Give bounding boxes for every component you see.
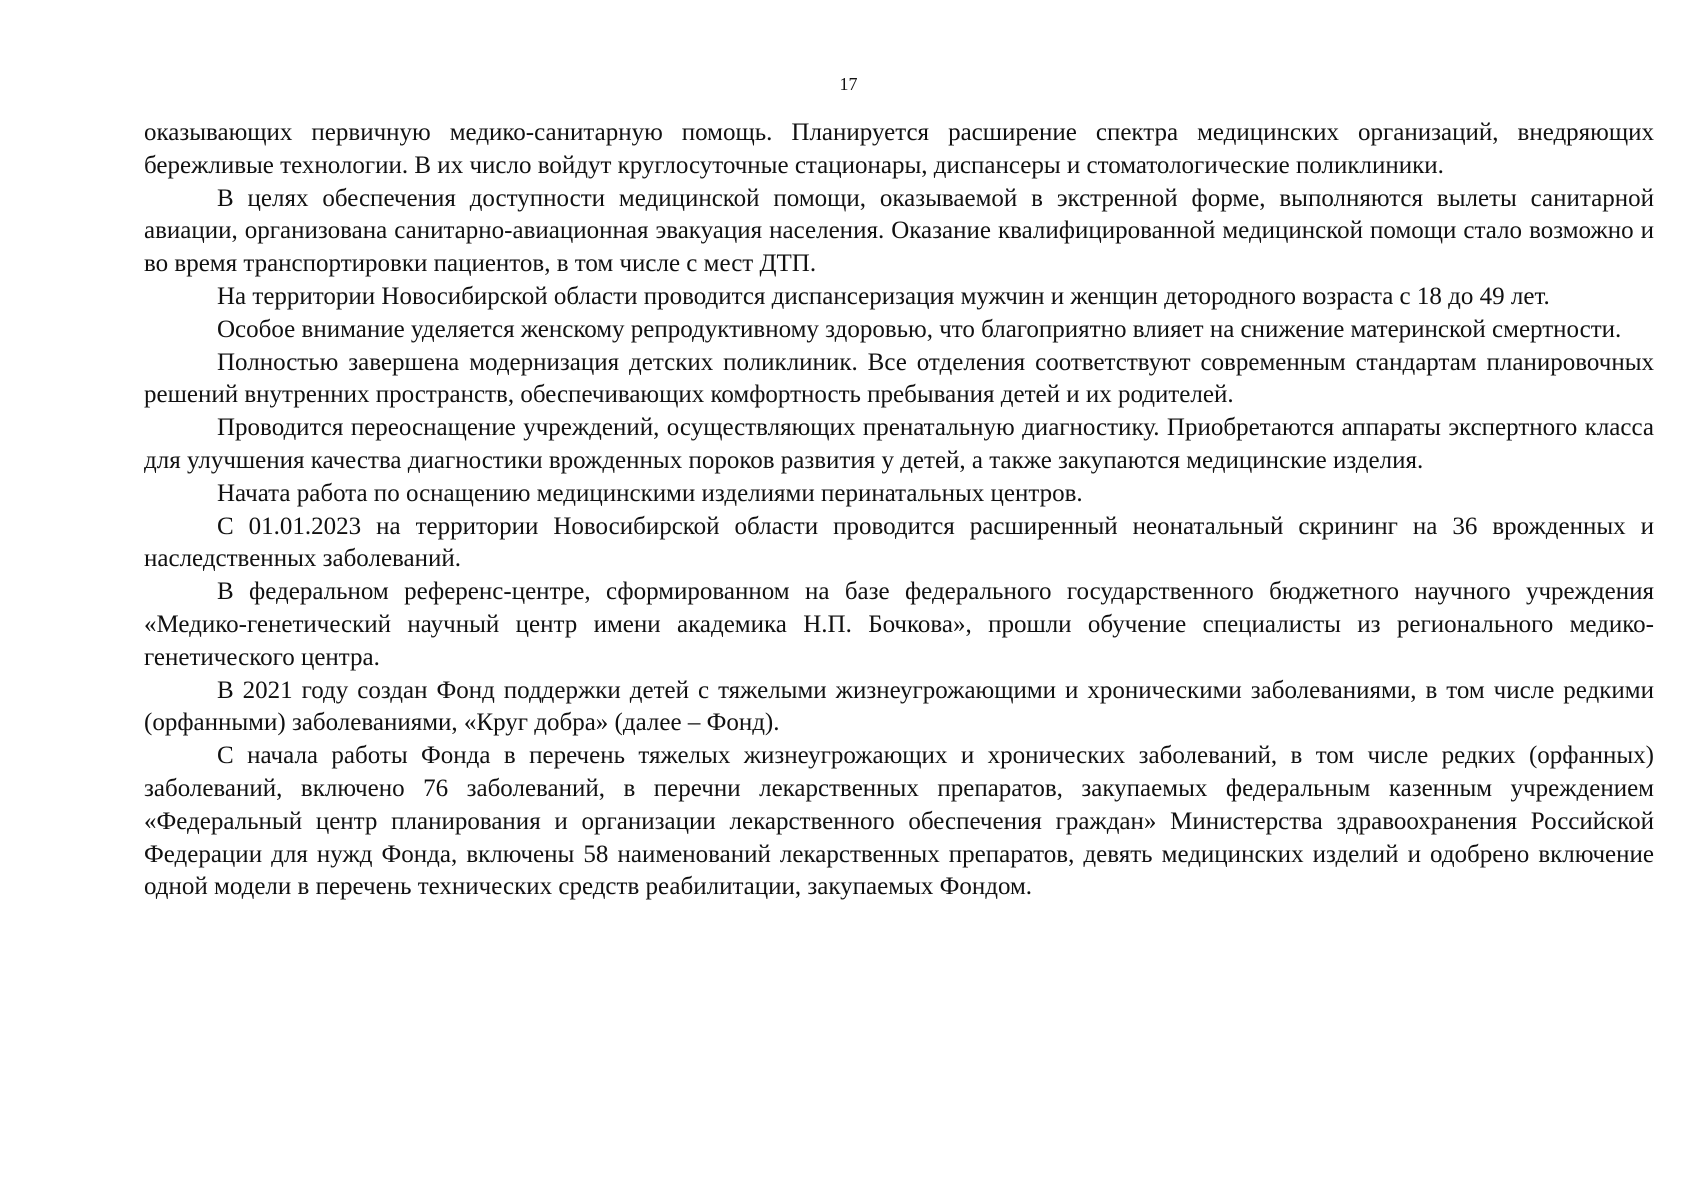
paragraph-prenatal-diagnostics: Проводится переоснащение учреждений, осуществляющих пренатальную диагностику. Приобретаются аппараты экспертного класса для улучшения качества диагностики врожденных пороков развития у детей, а также закупаются медицинские изделия. [144, 414, 1654, 474]
document-body [144, 117, 1654, 904]
paragraph-perinatal-centers: Начата работа по оснащению медицинскими изделиями перинатальных центров. [217, 479, 1083, 507]
paragraph-continuation: оказывающих первичную медико-санитарную помощь. Планируется расширение спектра медицинских организаций, внедряющих бережливые технологии. В их число войдут круглосуточные стационары, диспансеры и стоматологические поликлиники. [144, 119, 1654, 179]
paragraph-reproductive-health: Особое внимание уделяется женскому репродуктивному здоровью, что благоприятно влияет на снижение материнской смертности. [217, 315, 1622, 343]
paragraph-reference-center: В федеральном референс-центре, сформированном на базе федерального государственного бюджетного научного учреждения «Медико-генетический научный центр имени академика Н.П. Бочкова», прошли обучение специалисты из регионального медико-генетического центра. [144, 578, 1654, 671]
paragraph-dispensarization: На территории Новосибирской области проводится диспансеризация мужчин и женщин детородного возраста с 18 до 49 лет. [217, 282, 1550, 310]
page-number: 17 [839, 74, 858, 94]
paragraph-neonatal-screening: С 01.01.2023 на территории Новосибирской области проводится расширенный неонатальный скрининг на 36 врожденных и наследственных заболеваний. [144, 512, 1654, 573]
paragraph-sanitary-aviation: В целях обеспечения доступности медицинской помощи, оказываемой в экстренной форме, выполняются вылеты санитарной авиации, организована санитарно-авиационная эвакуация населения. Оказание квалифицированной медицинской помощи стало возможно и во время транспортировки пациентов, в том числе с мест ДТП. [144, 184, 1654, 278]
paragraph-fund-creation: В 2021 году создан Фонд поддержки детей с тяжелыми жизнеугрожающими и хроническими заболеваниями, в том числе редкими (орфанными) заболеваниями, «Круг добра» (далее – Фонд). [144, 676, 1654, 737]
paragraph-polyclinic-modernization: Полностью завершена модернизация детских поликлиник. Все отделения соответствуют современным стандартам планировочных решений внутренних пространств, обеспечивающих комфортность пребывания детей и их родителей. [144, 348, 1654, 409]
paragraph-fund-results: С начала работы Фонда в перечень тяжелых жизнеугрожающих и хронических заболеваний, в том числе редких (орфанных) заболеваний, включено 76 заболеваний, в перечни лекарственных препаратов, закупаемых федеральным казенным учреждением «Федеральный центр планирования и организации лекарственного обеспечения граждан» Министерства здравоохранения Российской Федерации для нужд Фонда, включены 58 наименований лекарственных препаратов, девять медицинских изделий и одобрено включение одной модели в перечень технических средств реабилитации, закупаемых Фондом. [144, 742, 1654, 901]
